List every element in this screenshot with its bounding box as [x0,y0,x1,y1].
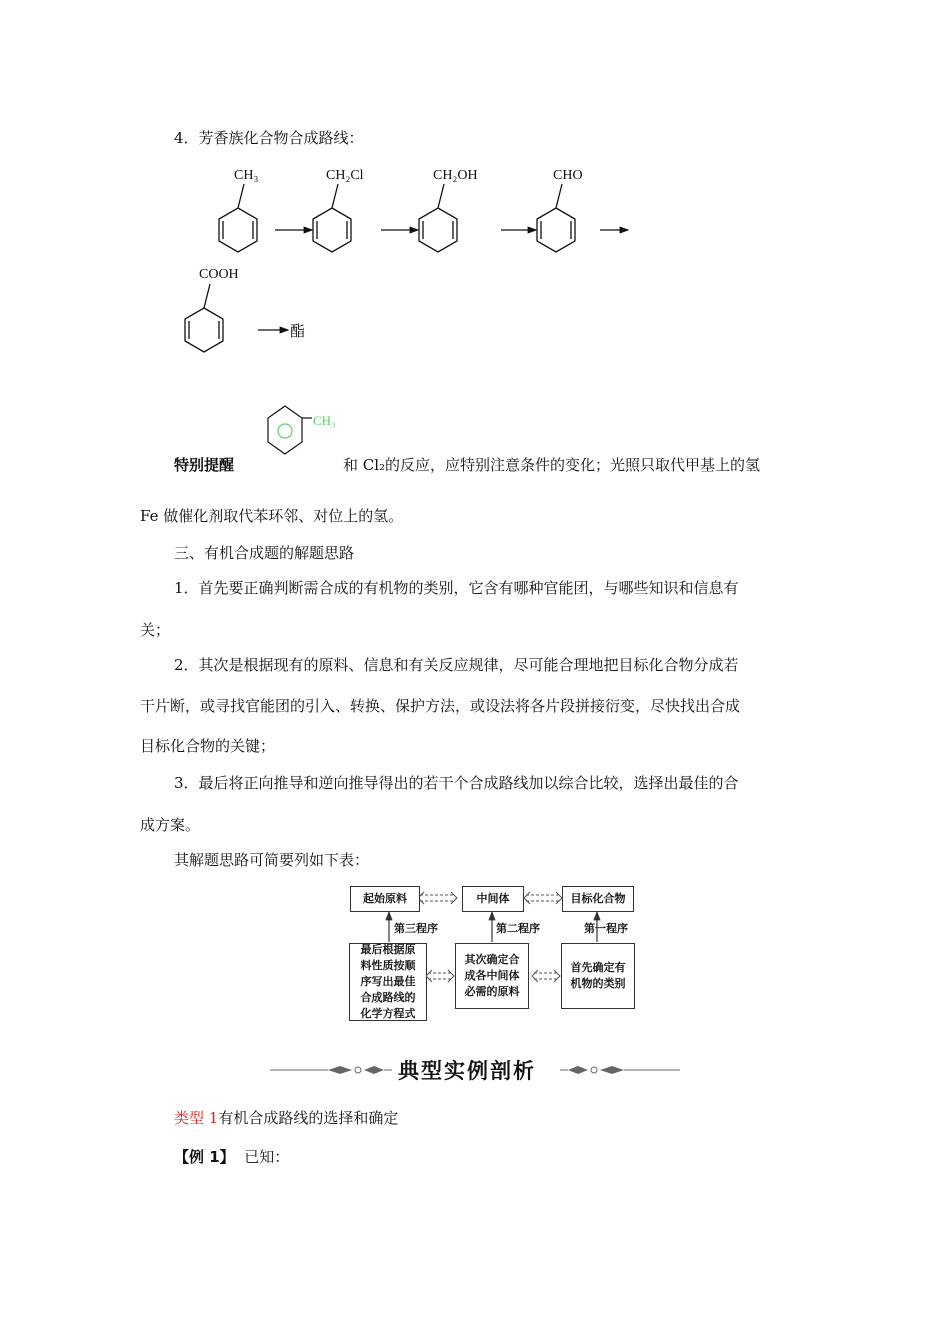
example-text: 已知： [244,1148,290,1166]
paragraph-3: 3．最后将正向推导和逆向推导得出的若干个合成路线加以综合比较，选择出最佳的合 [174,774,739,792]
flow-box-final-step [349,943,427,1021]
special-note-text-cont: Fe 做催化剂取代苯环邻、对位上的氢。 [140,507,404,525]
molecule-label: CHO [553,168,583,183]
molecule-label: CH₃ [234,168,259,183]
flow-text-line: 成各中间体 [464,969,520,982]
flow-box-first-step [561,943,635,1009]
paragraph-2: 2．其次是根据现有的原料、信息和有关反应规律，尽可能合理地把目标化合物分成若 [174,656,739,674]
benzene-ring-benzaldehyde [537,184,575,252]
section-3-heading: 三、有机合成题的解题思路 [174,544,355,562]
step-label-first: 第一程序 [584,922,628,935]
type-label: 类型 1 [174,1109,219,1127]
table-intro: 其解题思路可简要列如下表： [174,851,370,869]
benzene-ring-benzyl-chloride [313,184,351,252]
flow-text-line: 首先确定有 [570,961,626,974]
step-label-second: 第二程序 [496,922,540,935]
paragraph-2-cont: 目标化合物的关键； [140,737,276,755]
flow-text-line: 序写出最佳 [360,975,416,988]
flow-text-line: 最后根据原 [360,943,416,956]
methyl-substituent-label: CH₃ [313,413,336,428]
example-label: 【例 1】 [174,1148,235,1166]
flow-box-target-compound: 目标化合物 [562,886,634,912]
paragraph-1: 1．首先要正确判断需合成的有机物的类别，它含有哪种官能团，与哪些知识和信息有 [174,579,739,597]
flow-box-starting-material: 起始原料 [350,886,420,912]
benzene-ring-benzoic-acid [185,284,223,352]
section-4-title: 4．芳香族化合物合成路线： [174,129,364,147]
molecule-label: CH₂OH [433,168,478,183]
example-1 [174,1147,289,1167]
flow-text-line: 合成路线的 [360,991,416,1004]
molecule-label: COOH [199,267,239,282]
flow-text-line: 机物的类别 [570,977,626,990]
flow-box-intermediate: 中间体 [462,886,524,912]
step-label-third: 第三程序 [394,922,438,935]
flow-text-line: 料性质按顺 [360,959,416,972]
aromatic-ring-circle [278,424,292,438]
banner-title: 典型实例剖析 [398,1059,536,1083]
molecule-label: CH₂Cl [326,168,364,183]
flow-box-middle-step [455,943,529,1009]
paragraph-1-cont: 关； [140,621,171,639]
paragraph-3-cont: 成方案。 [140,816,201,834]
benzene-ring-toluene [219,184,257,252]
type-title: 有机合成路线的选择和确定 [218,1109,399,1127]
toluene-structure-image [260,400,350,470]
flow-text-line: 其次确定合 [464,953,520,966]
benzene-ring-benzyl-alcohol [419,184,457,252]
ester-label: 酯 [290,322,306,340]
flow-text-line: 必需的原料 [464,985,520,998]
flow-text-line: 化学方程式 [360,1007,416,1020]
special-note-label: 特别提醒 [174,456,235,474]
paragraph-2-cont: 干片断，或寻找官能团的引入、转换、保护方法，或设法将各片段拼接衍变，尽快找出合成 [140,697,741,715]
special-note-text: 和 Cl₂的反应，应特别注意条件的变化；光照只取代甲基上的氢 [343,456,761,474]
synthesis-route-diagram [170,160,650,370]
type-1-heading [174,1108,398,1128]
